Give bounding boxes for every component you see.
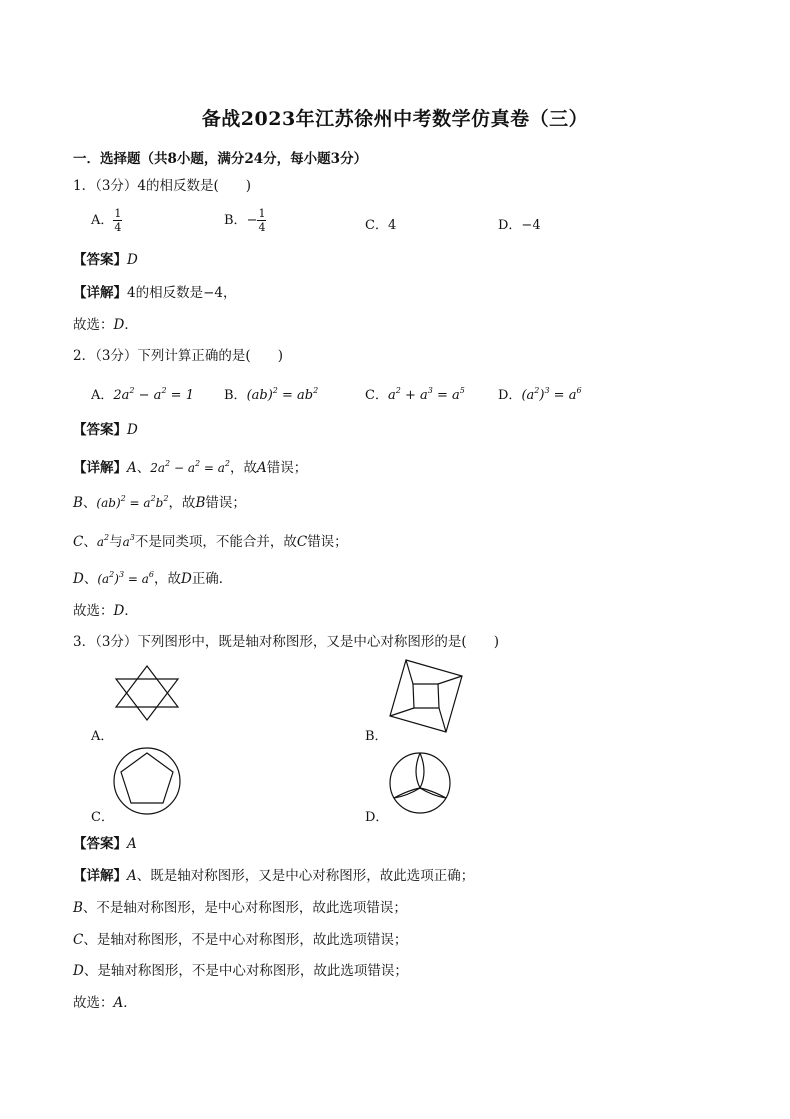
q3-detail-c-letter: C — [73, 932, 84, 948]
q1-option-b — [224, 207, 266, 234]
q3-detail-a — [73, 867, 474, 885]
q3-detail-a-letter: A — [127, 868, 137, 884]
answer-tag: 【答案】 — [73, 836, 127, 852]
q2-option-b-label: B． — [224, 388, 247, 403]
q3-detail-b-letter: B — [73, 900, 83, 916]
answer-tag: 【答案】 — [73, 422, 127, 438]
q3-conclusion-prefix: 故选： — [73, 995, 114, 1011]
section-heading: 一．选择题（共8小题，满分24分，每小题3分） — [73, 151, 368, 167]
q2-conclusion — [73, 602, 138, 620]
q2-detail-d-letter2: D — [180, 571, 192, 587]
q2-option-a-label: A． — [91, 388, 114, 403]
q3-detail-a-text: 、既是轴对称图形，又是中心对称图形，故此选项正确； — [136, 868, 475, 884]
q1-option-d: D．−4 — [498, 218, 541, 233]
q2-detail-a-letter2: A — [257, 460, 267, 476]
q1-option-b-fraction — [257, 207, 266, 234]
q3-detail-d-text: 、是轴对称图形，不是中心对称图形，故此选项错误； — [83, 963, 408, 979]
q3-option-c: C． — [91, 810, 114, 825]
q2-detail-b-rest: ，故 — [168, 495, 196, 511]
q2-option-c: C．$a^2 + a^3 = a^5$ — [365, 386, 465, 403]
q2-detail-a-end: 错误； — [266, 460, 308, 476]
q1-conclusion-letter: D — [113, 317, 125, 333]
q1-conclusion-suffix: ． — [124, 317, 138, 333]
q2-detail-c-rest: 不是同类项，不能合并，故 — [134, 534, 297, 550]
q2-detail-b-letter: B — [73, 495, 83, 511]
q2-option-a: A．$2a^2 - a^2 = 1$ — [91, 386, 194, 403]
q2-detail-c-mid: 与 — [109, 534, 123, 550]
detail-tag: 【详解】 — [73, 460, 127, 476]
q3-answer-letter: A — [127, 836, 137, 852]
q1-option-b-numerator: 1 — [258, 207, 266, 220]
q3-answer — [73, 835, 137, 853]
q1-option-a-denominator: 4 — [114, 221, 122, 234]
page-title: 备战2023年江苏徐州中考数学仿真卷（三） — [201, 108, 589, 130]
q1-option-a-label: A． — [91, 213, 114, 228]
q3-option-a: A． — [91, 729, 114, 744]
q1-detail-text: 4的相反数是−4， — [127, 285, 237, 301]
q1-option-a-fraction — [113, 207, 122, 234]
q1-answer — [73, 251, 138, 269]
q3-detail-b — [73, 899, 407, 917]
q3-figure-d-three-petal-circle — [387, 750, 453, 816]
q3-figure-a-star-of-david — [113, 664, 181, 722]
q2-detail-c-letter2: C — [296, 534, 308, 550]
q3-conclusion-letter: A — [113, 995, 124, 1011]
q3-conclusion-suffix: ． — [123, 995, 137, 1011]
answer-tag: 【答案】 — [73, 252, 127, 268]
q3-detail-c — [73, 931, 407, 949]
q3-detail-b-text: 、不是轴对称图形，是中心对称图形，故此选项错误； — [82, 900, 407, 916]
q1-option-b-label: B． — [224, 213, 247, 228]
q2-detail-d-letter: D — [73, 571, 84, 587]
q3-stem: 3．（3分）下列图形中，既是轴对称图形，又是中心对称图形的是( ) — [73, 634, 499, 650]
q3-conclusion — [73, 994, 137, 1012]
q1-option-c: C．4 — [365, 218, 397, 233]
q2-option-b: B．$(ab)^2 = ab^2$ — [224, 386, 319, 403]
q2-option-d-label: D． — [498, 388, 522, 403]
q2-detail-d: D、$(a^2)^3 = a^6$，故D正确． — [73, 570, 233, 587]
q2-answer-letter: D — [127, 422, 138, 438]
q2-detail-c-letter: C — [73, 534, 84, 550]
q3-detail-c-text: 、是轴对称图形，不是中心对称图形，故此选项错误； — [83, 932, 408, 948]
q1-conclusion — [73, 316, 138, 334]
q3-figure-b-pinwheel-square — [386, 658, 466, 736]
q1-option-a-numerator: 1 — [114, 207, 122, 220]
q2-option-d: D．$(a^2)^3 = a^6$ — [498, 386, 582, 403]
q2-detail-a-rest: ，故 — [230, 460, 258, 476]
q1-conclusion-prefix: 故选： — [73, 317, 114, 333]
q1-detail — [73, 284, 237, 302]
q1-option-b-sign: − — [246, 213, 258, 228]
q1-option-b-denominator: 4 — [258, 221, 266, 234]
q2-conclusion-letter: D — [113, 603, 125, 619]
q2-detail-d-rest: ，故 — [153, 571, 181, 587]
q2-detail-d-end: 正确． — [191, 571, 233, 587]
q3-figure-c-pentagon-in-circle — [111, 745, 183, 817]
q2-conclusion-suffix: ． — [124, 603, 138, 619]
q2-answer — [73, 421, 138, 439]
q2-option-c-label: C． — [365, 388, 388, 403]
q1-stem: 1．（3分）4的相反数是( ) — [73, 178, 252, 194]
detail-tag: 【详解】 — [73, 868, 127, 884]
q1-answer-letter: D — [127, 252, 138, 268]
q2-detail-b-end: 错误； — [205, 495, 246, 511]
q3-option-b: B． — [365, 729, 388, 744]
q2-detail-a-letter: A — [127, 460, 137, 476]
q2-detail-c: C、$a^2$与$a^3$不是同类项，不能合并，故C错误； — [73, 533, 348, 550]
q2-stem: 2．（3分）下列计算正确的是( ) — [73, 348, 283, 364]
q2-detail-a: 【详解】A、$2a^2 - a^2 = a^2$，故A错误； — [73, 459, 308, 476]
q1-option-a — [91, 207, 122, 234]
detail-tag: 【详解】 — [73, 285, 127, 301]
q2-detail-b-letter2: B — [195, 495, 206, 511]
q2-detail-c-end: 错误； — [307, 534, 348, 550]
q3-detail-d — [73, 962, 408, 980]
q2-detail-b: B、$(ab)^2 = a^2b^2$，故B错误； — [73, 494, 246, 511]
q2-conclusion-prefix: 故选： — [73, 603, 114, 619]
q3-detail-d-letter: D — [73, 963, 84, 979]
q3-option-d: D． — [365, 810, 389, 825]
